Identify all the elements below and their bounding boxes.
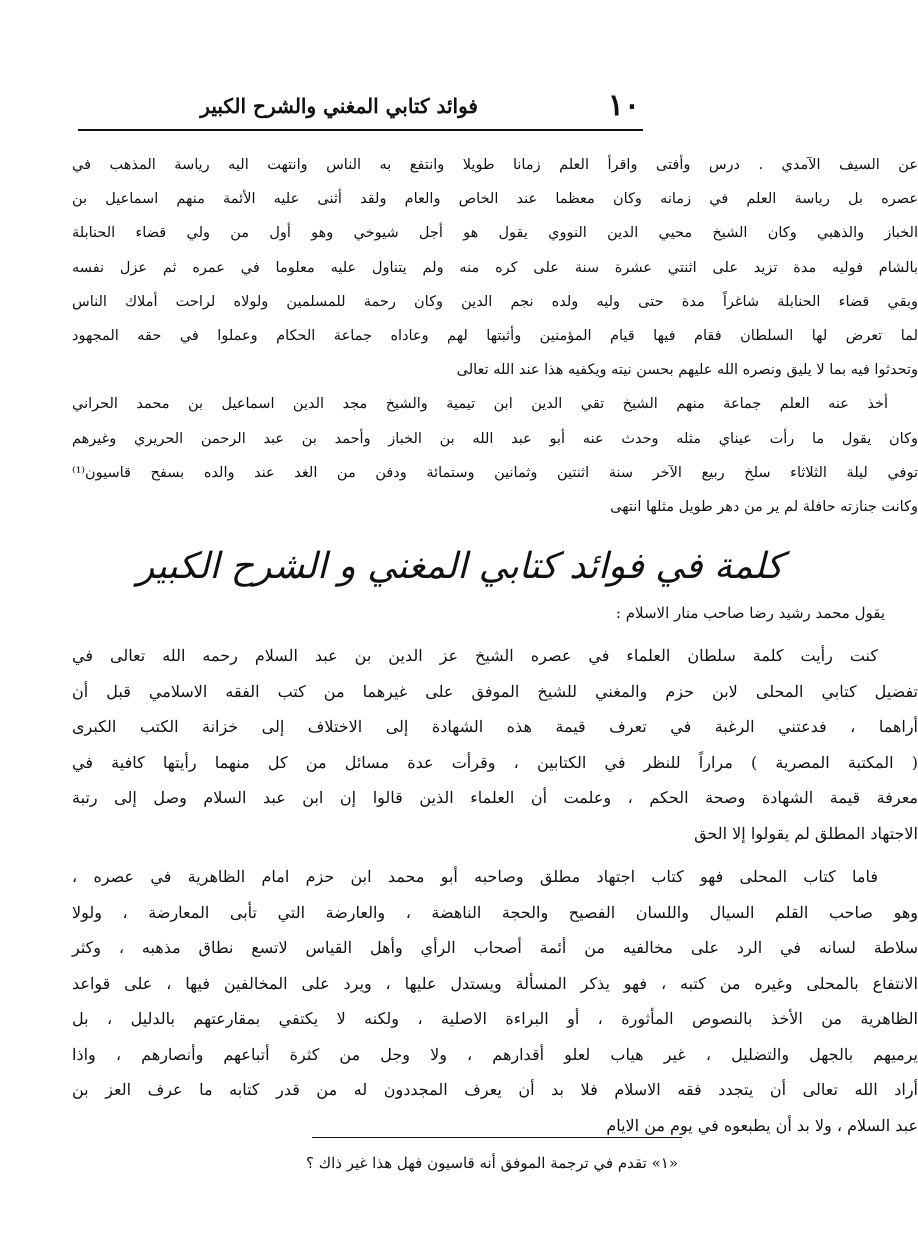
bio-line: أخذ عنه العلم جماعة منهم الشيخ تقي الدين ابن تيمية والشيخ مجد الدين اسماعيل بن محمد الحراني — [72, 396, 888, 413]
article-line: أراهما ، فدعتني الرغبة في تعرف قيمة هذه الشهادة إلى الاختلاف إلى خزانة الكتب الكبرى — [72, 717, 918, 736]
footnote-rule — [312, 1137, 682, 1138]
article-line: أراد الله تعالى أن يتجدد فقه الاسلام فلا بد أن يعرف المجددون له من قدر كتابه ما عرف العز بن — [72, 1080, 918, 1099]
bio-line: وكان يقول ما رأت عيناي مثله وحدث عنه أبو عبد الله بن الخباز وأحمد بن عبد الرحمن الحريري وغيرهم — [72, 430, 918, 447]
running-title: فوائد كتابي المغني والشرح الكبير — [200, 94, 478, 118]
paragraph-gap — [72, 851, 918, 859]
page-header — [78, 88, 638, 128]
article-line: معرفة قيمة الشهادة وصحة الحكم ، وعلمت أن العلماء الذين قالوا إن ابن عبد السلام وصل إلى رتبة — [72, 788, 918, 807]
article-line: يرميهم بالجهل والتضليل ، غير هياب لعلو أقدارهم ، ولا وجل من كثرة أتباعهم وأنصارهم ، واذا — [72, 1044, 918, 1064]
page-number: ١٠ — [607, 88, 640, 123]
author-attribution: يقول محمد رشيد رضا صاحب منار الاسلام : — [615, 604, 885, 622]
bio-line: عصره بل رياسة العلم في زمانه وكان معظما عند الخاص والعام ولقد أثنى عليه الأئمة منهم اسماعيل بن — [72, 191, 918, 208]
header-rule — [78, 129, 643, 131]
bio-line: بالشام فوليه مدة تزيد على اثنتي عشرة سنة على كره منه ولم يتناول عليه معلوما في عمره ثم عزل نفسه — [72, 259, 918, 276]
bio-line: الخباز والذهبي وكان الشيخ محيي الدين النووي يقول هو أجل شيوخي وهو أول من ولي قضاء الحنابلة — [72, 225, 918, 242]
article-line: وهو صاحب القلم السيال واللسان الفصيح والحجة الناهضة ، والعارضة التي تأبى المعارضة ، ولولا — [72, 902, 918, 922]
section-heading: كلمة في فوائد كتابي المغني و الشرح الكبير — [136, 546, 784, 587]
biography-text — [72, 148, 918, 524]
article-line: عبد السلام ، ولا بد أن يطبعوه في يوم من الايام — [606, 1115, 918, 1135]
article-line: كنت رأيت كلمة سلطان العلماء في عصره الشيخ عز الدين بن عبد السلام رحمه الله تعالى في — [72, 646, 878, 665]
footnote: «١» تقدم في ترجمة الموفق أنه قاسيون فهل هذا غير ذاك ؟ — [306, 1154, 678, 1172]
article-line: تفضيل كتابي المحلى لابن حزم والمغني للشيخ الموفق على غيرهما من كتب الفقه الاسلامي قبل أن — [72, 681, 918, 701]
bio-line: لما تعرض لها السلطان فقام فيها قيام المؤمنين وأثبتها لهم وعاداه جماعة الحكام وعملوا في حقه المجهود — [72, 327, 918, 344]
article-line: ( المكتبة المصرية ) مراراً للنظر في الكتابين ، وقرأت عدة مسائل من كل منهما رأيتها كافية في — [72, 752, 918, 772]
article-line: سلاطة لسانه في الرد على مخالفيه من أئمة أصحاب الرأي وأهل القياس لاتسع نطاق مذهبه ، وكثر — [72, 938, 918, 957]
bio-line: توفي ليلة الثلاثاء سلخ ربيع الآخر سنة اثنتين وثمانين وستمائة ودفن من الغد عند والده بسفح قاسيون⁽¹⁾ — [72, 464, 918, 481]
article-line: الانتفاع بالمحلى وغيره من كتبه ، فهو يذكر المسألة ويستدل عليها ، ويرد على المخالفين فيها ، على قواعد — [72, 973, 918, 993]
bio-line: وكانت جنازته حافلة لم ير من دهر طويل مثلها انتهى — [610, 498, 918, 515]
article-text — [72, 638, 918, 1143]
article-line: الظاهرية من الأخذ بالنصوص المأثورة ، أو البراءة الاصلية ، ولكنه لا يكتفي بمقارعتهم بالدليل ، بل — [72, 1009, 918, 1028]
article-line: الاجتهاد المطلق لم يقولوا إلا الحق — [694, 823, 918, 843]
bio-line: وتحدثوا فيه بما لا يليق ونصره الله عليهم بحسن نيته ويكفيه هذا عند الله تعالى — [456, 362, 918, 379]
article-line: فاما كتاب المحلى فهو كتاب اجتهاد مطلق وصاحبه أبو محمد ابن حزم امام الظاهرية في عصره ، — [72, 867, 878, 886]
bio-line: عن السيف الآمدي . درس وأفتى واقرأ العلم زمانا طويلا وانتفع به الناس وانتهت اليه رياسة المذهب في — [72, 157, 918, 173]
bio-line: وبقي قضاء الحنابلة شاغراً مدة حتى وليه ولده نجم الدين وكان رحمة للمسلمين ولولاه لراحت أملاك الناس — [72, 293, 918, 310]
